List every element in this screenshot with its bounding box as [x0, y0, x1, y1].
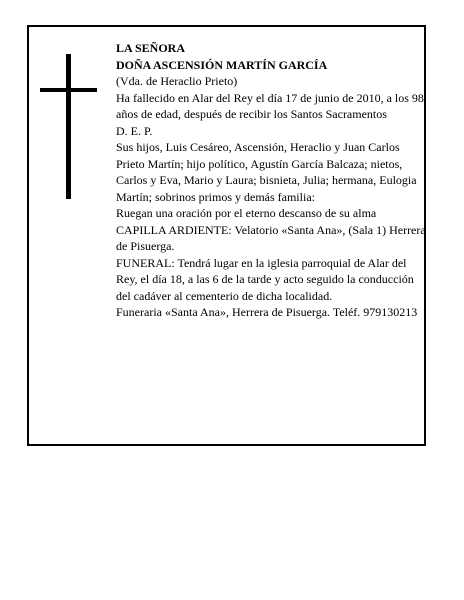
widow-of: (Vda. de Heraclio Prieto) — [116, 74, 238, 88]
cross-icon — [40, 54, 97, 199]
notice-title: LA SEÑORA — [116, 41, 186, 55]
rip-line: D. E. P. — [116, 123, 153, 138]
obituary-notice — [27, 25, 426, 446]
cross-horizontal-bar — [40, 88, 97, 92]
funeral-info: FUNERAL: Tendrá lugar en la iglesia parroquial de Alar del Rey, el día 18, a las 6 de la tarde y acto seguido la conducción del cadáver al cementerio de dicha localidad. — [116, 255, 414, 303]
funeral-home-info: Funeraria «Santa Ana», Herrera de Pisuerga. Teléf. 979130213 — [116, 305, 418, 319]
family-list: Sus hijos, Luis Cesáreo, Ascensión, Heraclio y Juan Carlos Prieto Martín; hijo político, Agustín García Balcaza; nietos, Carlos y Eva, Mario y Laura; bisnieta, Julia; hermana, Eulogia Martín; sobrinos primos y demás familia: — [116, 140, 417, 204]
deceased-name: DOÑA ASCENSIÓN MARTÍN GARCÍA — [116, 57, 328, 72]
cross-vertical-bar — [66, 54, 71, 199]
notice-text — [116, 40, 426, 321]
chapel-info: CAPILLA ARDIENTE: Velatorio «Santa Ana», (Sala 1) Herrera de Pisuerga. — [116, 222, 426, 253]
prayer-request: Ruegan una oración por el eterno descanso de su alma — [116, 206, 377, 220]
death-statement: Ha fallecido en Alar del Rey el día 17 de junio de 2010, a los 98 años de edad, después de recibir los Santos Sacramentos — [116, 90, 424, 121]
